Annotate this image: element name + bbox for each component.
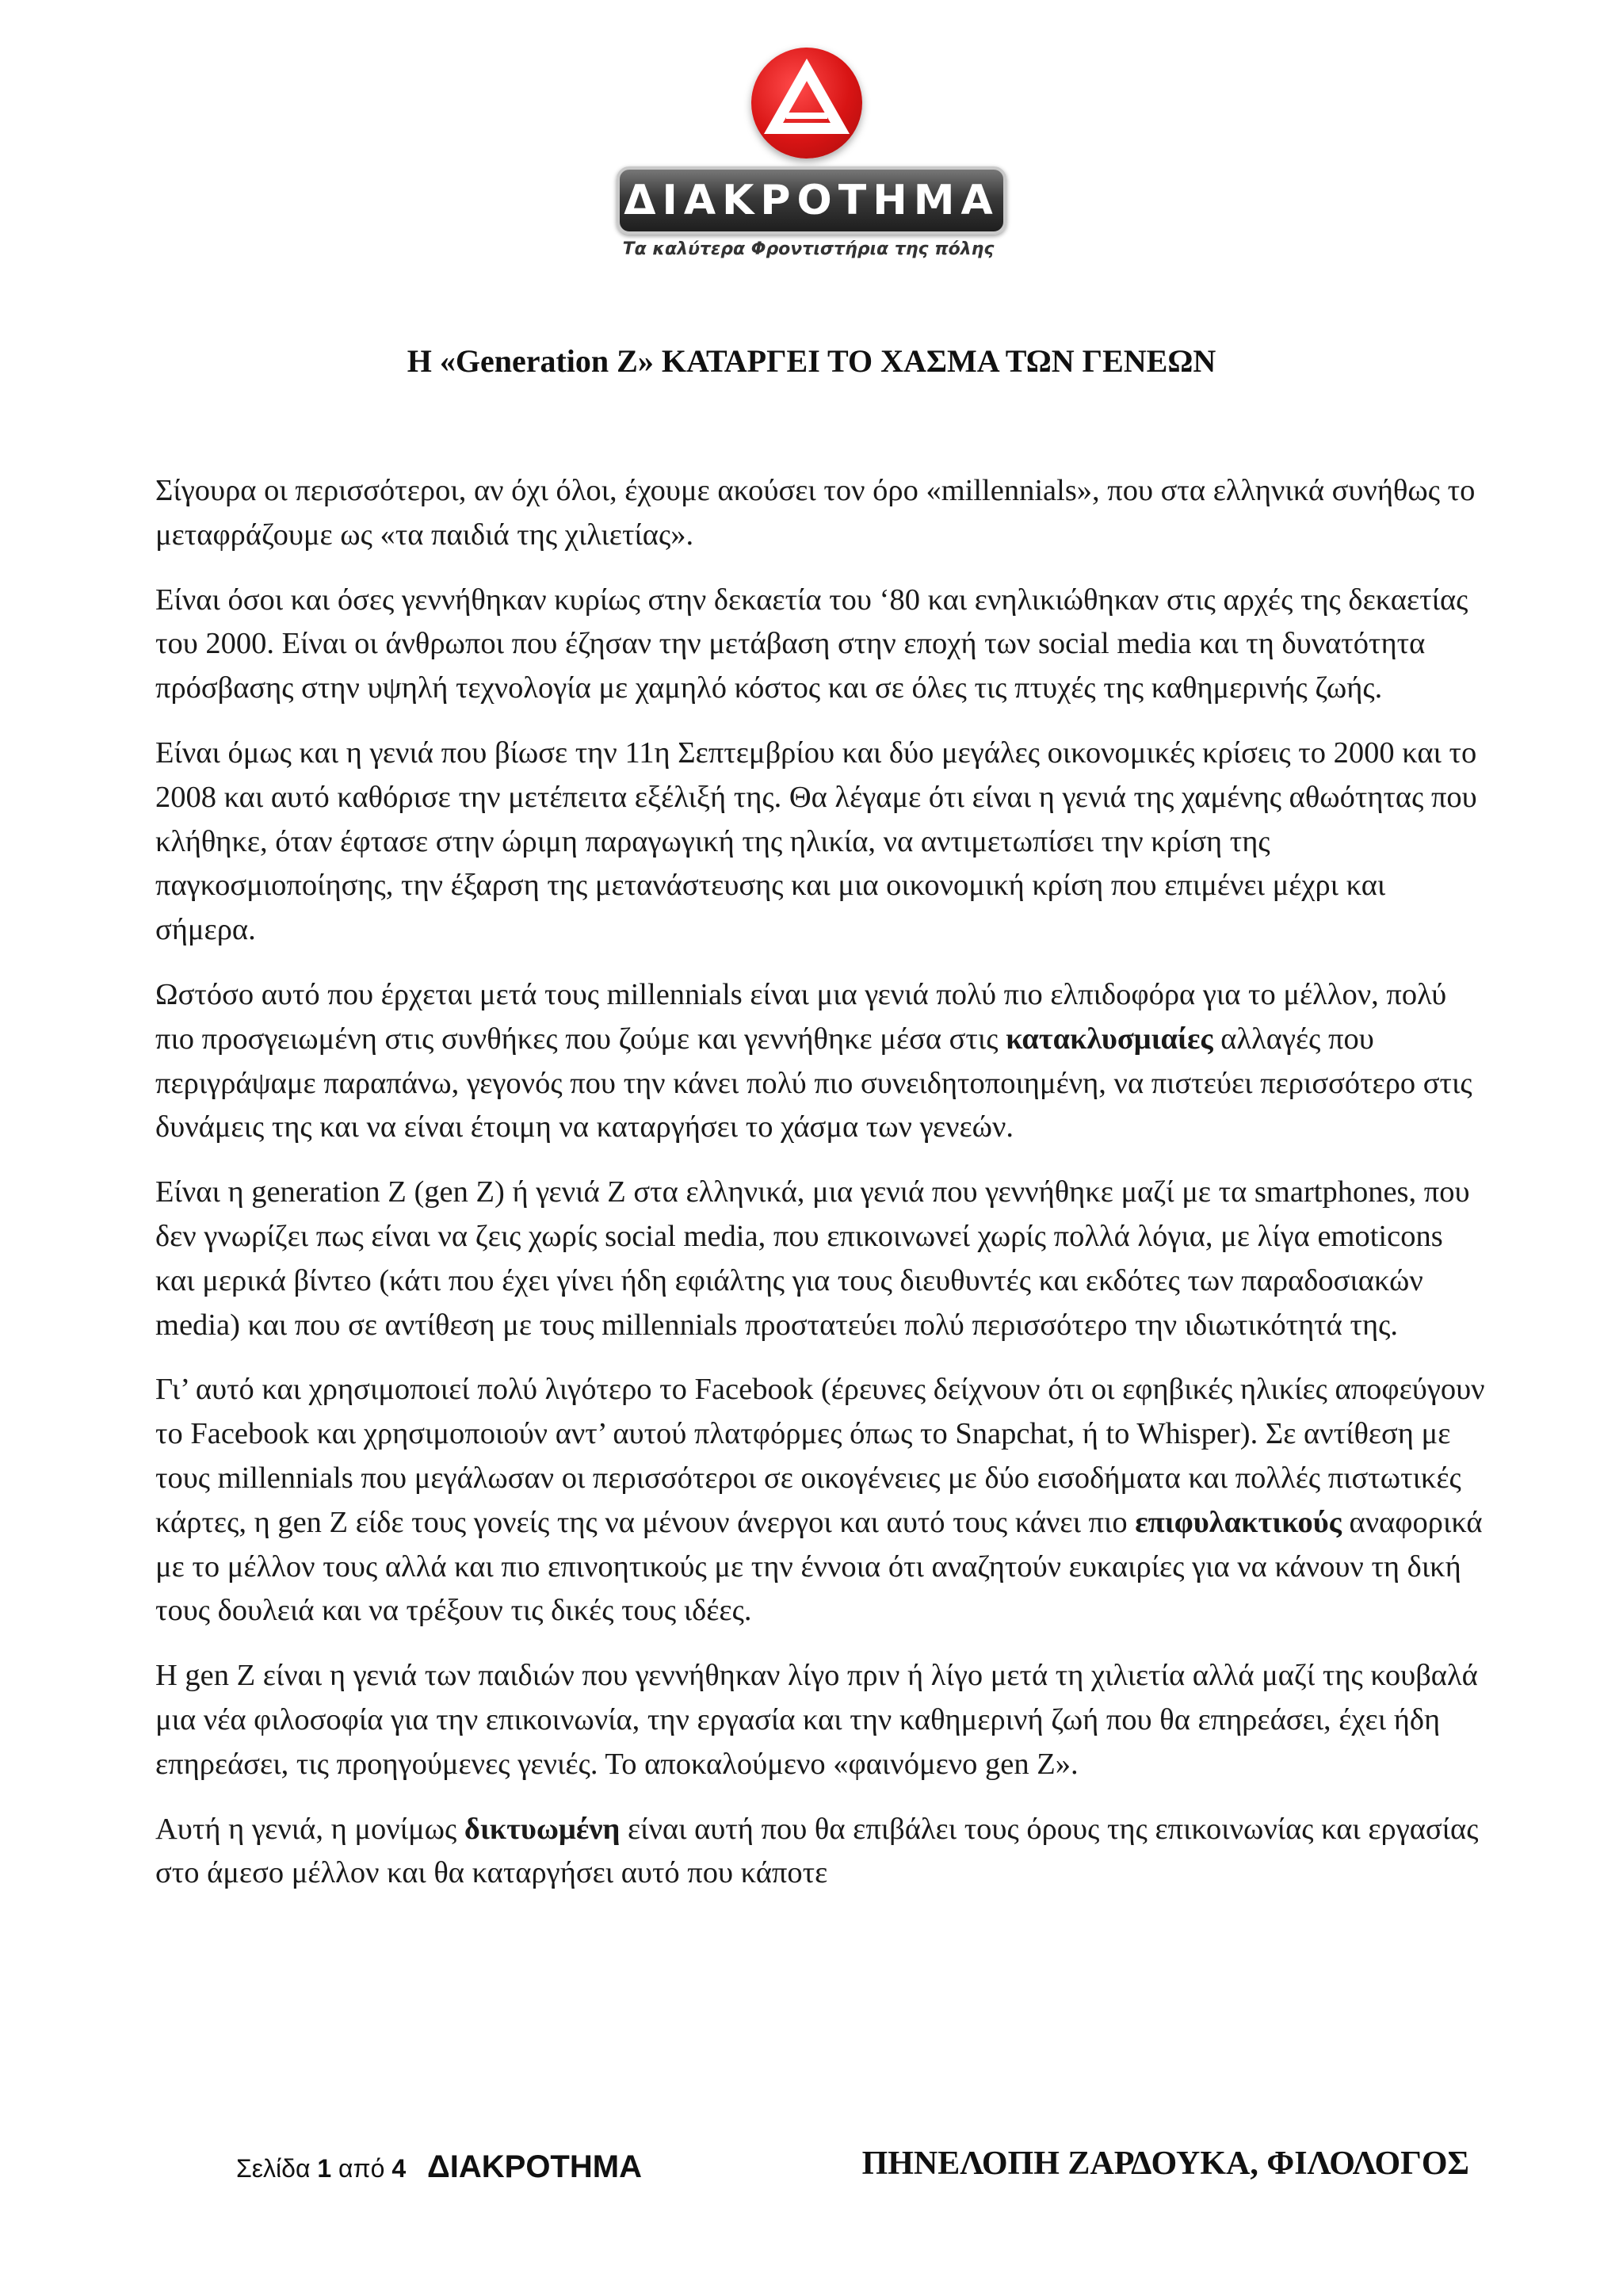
body-paragraph bbox=[155, 973, 1487, 1150]
footer-brand: ΔΙΑΚΡΟΤΗΜΑ bbox=[427, 2149, 642, 2184]
logo-name-plate bbox=[617, 166, 1006, 235]
paragraph-text: αναφορικά με το μέλλον τους αλλά και πιο επινοητικούς με την έννοια ότι αναζητούν ευκαιρίες για να κάνουν τη δική τους δουλειά και να τρέξουν τις δικές τους ιδέες. bbox=[155, 1505, 1483, 1628]
paragraph-text: αλλαγές που περιγράψαμε παραπάνω, γεγονός που την κάνει πολύ πιο συνειδητοποιημένη, να πιστεύει περισσότερο στις δυνάμεις της και να είναι έτοιμη να καταργήσει το χάσμα των γενεών. bbox=[155, 1022, 1472, 1144]
logo-delta-emblem bbox=[751, 48, 862, 159]
delta-triangle-icon bbox=[751, 48, 862, 159]
logo-name: ΔΙΑΚΡΟΤΗΜΑ bbox=[624, 177, 999, 224]
emphasized-text: επιφυλακτικούς bbox=[1135, 1505, 1342, 1539]
paragraph-text: Γι’ αυτό και χρησιμοποιεί πολύ λιγότερο το Facebook (έρευνες δείχνουν ότι οι εφηβικές ηλικίες αποφεύγουν το Facebook και χρησιμοποιούν αντ’ αυτού πλατφόρμες όπως το Snapchat, ή to Whisper). Σε αντίθεση με τους millennials που μεγάλωσαν οι περισσότεροι σε οικογένειες με δύο εισοδήματα και πολλές πιστωτικές κάρτες, η gen Z είδε τους γονείς της να μένουν άνεργοι και αυτό τους κάνει πιο bbox=[155, 1373, 1485, 1539]
company-logo bbox=[610, 40, 1014, 269]
footer-author: ΠΗΝΕΛΟΠΗ ΖΑΡΔΟΥΚΑ, ΦΙΛΟΛΟΓΟΣ bbox=[861, 2145, 1469, 2182]
paragraph-text: Ωστόσο αυτό που έρχεται μετά τους millennials είναι μια γενιά πολύ πιο ελπιδοφόρα για το μέλλον, πολύ πιο προσγειωμένη στις συνθήκες που ζούμε και γεννήθηκε μέσα στις bbox=[155, 977, 1447, 1056]
body-paragraph bbox=[155, 1368, 1487, 1633]
paragraph-text: είναι αυτή που θα επιβάλει τους όρους της επικοινωνίας και εργασίας στο άμεσο μέλλον και θα καταργήσει αυτό που κάποτε bbox=[155, 1812, 1479, 1890]
article-body bbox=[155, 469, 1487, 1916]
paragraph-text: Είναι η generation Z (gen Z) ή γενιά Z στα ελληνικά, μια γενιά που γεννήθηκε μαζί με τα smartphones, που δεν γνωρίζει πως είναι να ζεις χωρίς social media, που επικοινωνεί χωρίς πολλά λόγια, με λίγα emoticons και μερικά βίντεο (κάτι που έχει γίνει ήδη εφιάλτης για τους διευθυντές και εκδότες των παραδοσιακών media) και που σε αντίθεση με τους millennials προστατεύει πολύ περισσότερο την ιδιωτικότητά της. bbox=[155, 1175, 1470, 1342]
emphasized-text: κατακλυσμιαίες bbox=[1006, 1022, 1213, 1056]
paragraph-text: Σίγουρα οι περισσότεροι, αν όχι όλοι, έχουμε ακούσει τον όρο «millennials», που στα ελληνικά συνήθως το μεταφράζουμε ως «τα παιδιά της χιλιετίας». bbox=[155, 474, 1476, 552]
document-title: Η «Generation Z» ΚΑΤΑΡΓΕΙ ΤΟ ΧΑΣΜΑ ΤΩΝ ΓΕΝΕΩΝ bbox=[407, 343, 1216, 379]
paragraph-text: Αυτή η γενιά, η μονίμως bbox=[155, 1812, 464, 1846]
footer-page-total: 4 bbox=[391, 2154, 407, 2183]
body-paragraph bbox=[155, 579, 1487, 711]
body-paragraph bbox=[155, 1171, 1487, 1347]
body-paragraph bbox=[155, 469, 1487, 558]
paragraph-text: Είναι όσοι και όσες γεννήθηκαν κυρίως στην δεκαετία του ‘80 και ενηλικιώθηκαν στις αρχές της δεκαετίας του 2000. Είναι οι άνθρωποι που έζησαν την μετάβαση στην εποχή των social media και τη δυνατότητα πρόσβασης στην υψηλή τεχνολογία με χαμηλό κόστος και σε όλες τις πτυχές της καθημερινής ζωής. bbox=[155, 583, 1468, 705]
paragraph-text: Η gen Z είναι η γενιά των παιδιών που γεννήθηκαν λίγο πριν ή λίγο μετά τη χιλιετία αλλά μαζί της κουβαλά μια νέα φιλοσοφία για την επικοινωνία, την εργασία και την καθημερινή ζωή που θα επηρεάσει, έχει ήδη επηρεάσει, τις προηγούμενες γενιές. Το αποκαλούμενο «φαινόμενο gen Z». bbox=[155, 1659, 1478, 1781]
body-paragraph bbox=[155, 1654, 1487, 1786]
paragraph-text: Είναι όμως και η γενιά που βίωσε την 11η Σεπτεμβρίου και δύο μεγάλες οικονομικές κρίσεις το 2000 και το 2008 και αυτό καθόρισε την μετέπειτα εξέλιξή της. Θα λέγαμε ότι είναι η γενιά της χαμένης αθωότητας που κλήθηκε, όταν έφτασε στην ώριμη παραγωγική της ηλικία, να αντιμετωπίσει την κρίση της παγκοσμιοποίησης, την έξαρση της μετανάστευσης και μια οικονομική κρίση που επιμένει μέχρι και σήμερα. bbox=[155, 735, 1477, 947]
footer-page-info bbox=[236, 2149, 642, 2185]
body-paragraph bbox=[155, 1808, 1487, 1897]
logo-tagline: Τα καλύτερα Φροντιστήρια της πόλης bbox=[622, 239, 995, 259]
footer-page-number: 1 bbox=[317, 2154, 332, 2183]
emphasized-text: δικτυωμένη bbox=[464, 1812, 621, 1846]
footer-page-word: Σελίδα bbox=[236, 2154, 311, 2183]
body-paragraph bbox=[155, 732, 1487, 953]
footer-of-word: από bbox=[338, 2154, 385, 2183]
